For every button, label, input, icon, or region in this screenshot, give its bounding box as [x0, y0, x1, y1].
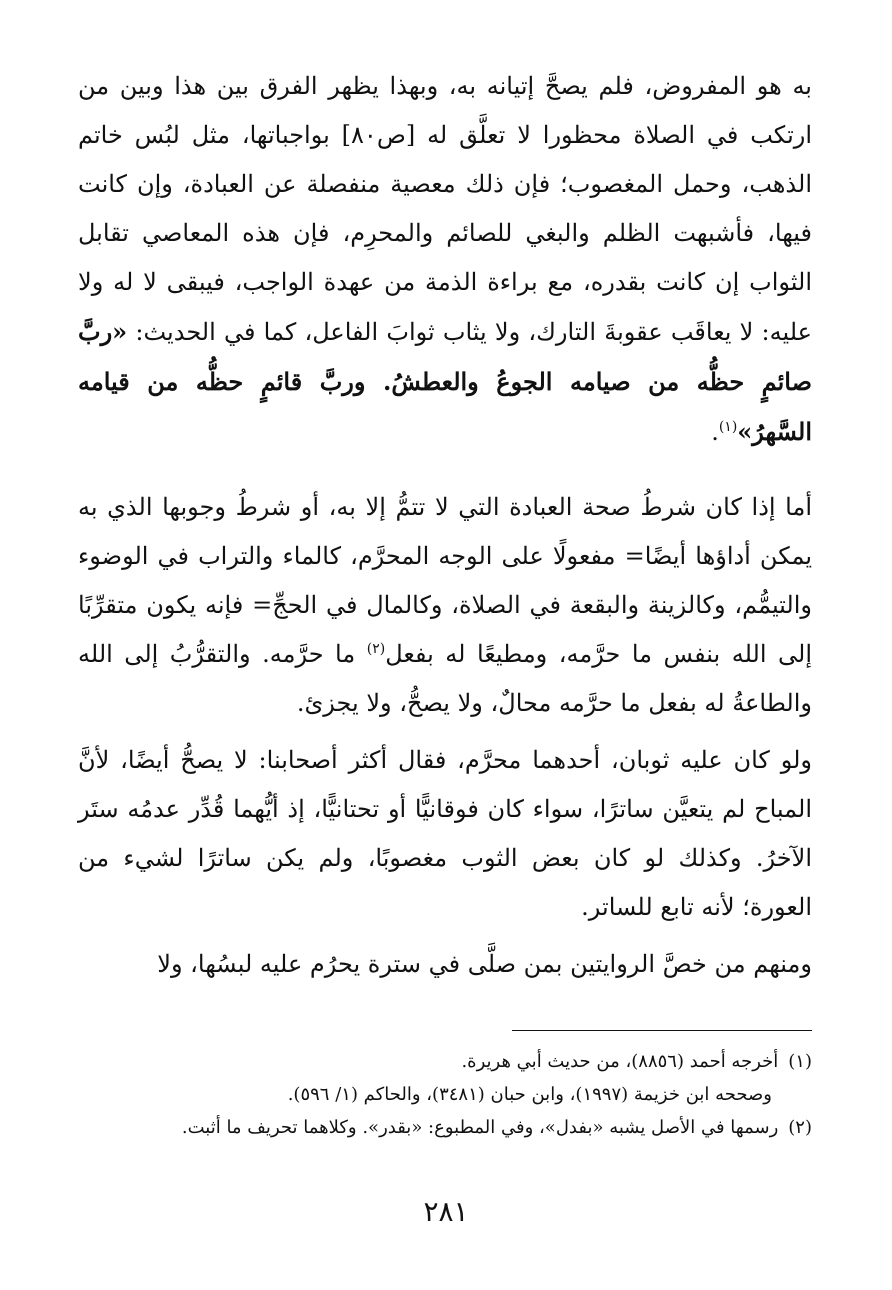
footnote-1-text: أخرجه أحمد (٨٨٥٦)، من حديث أبي هريرة. — [461, 1051, 779, 1072]
page-body — [78, 62, 812, 989]
page-number: ٢٨١ — [423, 1195, 469, 1228]
footnotes — [78, 1030, 812, 1144]
footnote-divider — [512, 1030, 812, 1031]
paragraph-3: ولو كان عليه ثوبان، أحدهما محرَّم، فقال أكثر أصحابنا: لا يصحُّ أيضًا، لأنَّ المباح لم يتعيَّن ساترًا، سواء كان فوقانيًّا أو تحتانيًّا، إذ أيُّهما قُدِّر عدمُه ستَر الآخرُ. وكذلك لو كان بعض الثوب مغصوبًا، ولم يكن ساترًا لشيء من العورة؛ لأنه تابع للساتر. — [78, 746, 812, 921]
footnote-2-number: (٢) — [788, 1117, 812, 1138]
footnote-2 — [78, 1111, 812, 1144]
footnote-ref-2[interactable]: (٢) — [366, 641, 386, 657]
paragraph-2 — [78, 483, 812, 728]
paragraph-1-text: به هو المفروض، فلم يصحَّ إتيانه به، وبهذا يظهر الفرق بين هذا وبين من ارتكب في الصلاة محظورا لا تعلَّق له [ص٨٠] بواجباتها، مثل لبُس خاتم الذهب، وحمل المغصوب؛ فإن ذلك معصية منفصلة عن العبادة، وإن كانت فيها، فأشبهت الظلم والبغي للصائم والمحرِم، فإن هذه المعاصي تقابل الثواب إن كانت بقدره، مع براءة الذمة من عهدة الواجب، فيبقى لا له ولا عليه: لا يعاقَب عقوبةَ التارك، ولا يثاب ثوابَ الفاعل، كما في الحديث: — [78, 72, 813, 346]
footnote-2-text: رسمها في الأصل يشبه «بفدل»، وفي المطبوع: «بقدر». وكلاهما تحريف ما أثبت. — [181, 1117, 779, 1138]
footnote-ref-1[interactable]: (١) — [718, 419, 738, 435]
footnote-1 — [78, 1045, 812, 1078]
paragraph-1 — [78, 62, 812, 457]
footnote-1-continuation — [78, 1078, 812, 1111]
footnote-1b-text: وصححه ابن خزيمة (١٩٩٧)، وابن حبان (٣٤٨١)، والحاكم (١/ ٥٩٦). — [287, 1084, 772, 1105]
paragraph-4: ومنهم من خصَّ الروايتين بمن صلَّى في سترة يحرُم عليه لبسُها، ولا — [157, 950, 812, 978]
paragraph-2-end: ما حرَّمه. والتقرُّبُ إلى الله والطاعةُ له بفعل ما حرَّمه محالٌ، ولا يصحُّ، ولا يجزئ. — [78, 640, 812, 717]
paragraph-2-text: أما إذا كان شرطُ صحة العبادة التي لا تتمُّ إلا به، أو شرطُ وجوبها الذي به يمكن أداؤها أيضًا= مفعولًا على الوجه المحرَّم، كالماء والتراب في الوضوء والتيمُّم، وكالزينة والبقعة في الصلاة، وكالمال في الحجِّ= فإنه يكون متقرِّبًا إلى الله بنفس ما حرَّمه، ومطيعًا له بفعل — [78, 493, 812, 668]
hadith-quote: «ربَّ صائمٍ حظُّه من صيامه الجوعُ والعطشُ. وربَّ قائمٍ حظُّه من قيامه السَّهرُ» — [78, 317, 812, 446]
footnote-1-number: (١) — [788, 1051, 812, 1072]
paragraph-1-end: . — [711, 418, 719, 446]
